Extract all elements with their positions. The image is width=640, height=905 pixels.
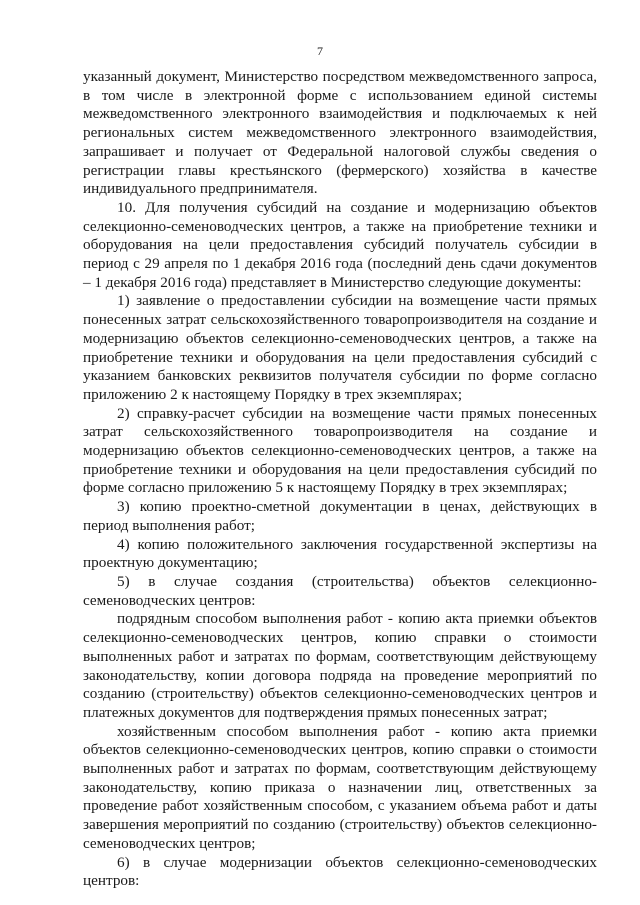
page-number: 7 [317,44,323,58]
paragraph-7: 5) в случае создания (строительства) объектов селекционно-семеноводческих центров: [83,572,597,609]
paragraph-1: указанный документ, Министерство посредством межведомственного запроса, в том числе в электронной форме с использованием единой системы межведомственного электронного взаимодействия и подключаемых к ней региональных систем межведомственного электронного взаимодействия, запрашивает и получает от Федеральной налоговой службы сведения о регистрации главы крестьянского (фермерского) хозяйства в качестве индивидуального предпринимателя. [83,68,597,198]
paragraph-9: хозяйственным способом выполнения работ - копию акта приемки объектов селекционно-семеноводческих центров, копию справки о стоимости выполненных работ и затратах по формам, соответствующим действующему законодательству, копию приказа о назначении лиц, ответственных за проведение работ хозяйственным способом, с указанием объема работ и даты завершения мероприятий по созданию (строительству) объектов селекционно-семеноводческих центров; [83,722,597,852]
paragraph-4: 2) справку-расчет субсидии на возмещение части прямых понесенных затрат сельскохозяйственного товаропроизводителя на создание и модернизацию объектов селекционно-семеноводческих центров, а также на приобретение техники и оборудования на цели предоставления субсидий по форме согласно приложению 5 к настоящему Порядку в трех экземплярах; [83,404,597,497]
paragraph-5: 3) копию проектно-сметной документации в ценах, действующих в период выполнения работ; [83,498,597,534]
paragraph-8: подрядным способом выполнения работ - копию акта приемки объектов селекционно-семеноводческих центров, копию справки о стоимости выполненных работ и затратах по формам, соответствующим действующему законодательству, копии договора подряда на проведение мероприятий по созданию (строительству) объектов селекционно-семеноводческих центров и платежных документов для подтверждения прямых понесенных затрат; [83,610,597,721]
paragraph-6: 4) копию положительного заключения государственной экспертизы на проектную документацию; [83,535,597,572]
paragraph-3: 1) заявление о предоставлении субсидии на возмещение части прямых понесенных затрат сельскохозяйственного товаропроизводителя на создание и модернизацию объектов селекционно-семеноводческих центров, а также на приобретение техники и оборудования на цели предоставления субсидий с указанием банковских реквизитов получателя субсидии по форме согласно приложению 2 к настоящему Порядку в трех экземплярах; [83,292,597,403]
paragraph-2: 10. Для получения субсидий на создание и модернизацию объектов селекционно-семеноводческих центров, а также на приобретение техники и оборудования на цели предоставления субсидий получатель субсидии в период с 29 апреля по 1 декабря 2016 года (последний день сдачи документов – 1 декабря 2016 года) представляет в Министерство следующие документы: [83,198,597,291]
document-body [83,68,597,891]
paragraph-10: 6) в случае модернизации объектов селекционно-семеноводческих центров: [83,853,597,890]
